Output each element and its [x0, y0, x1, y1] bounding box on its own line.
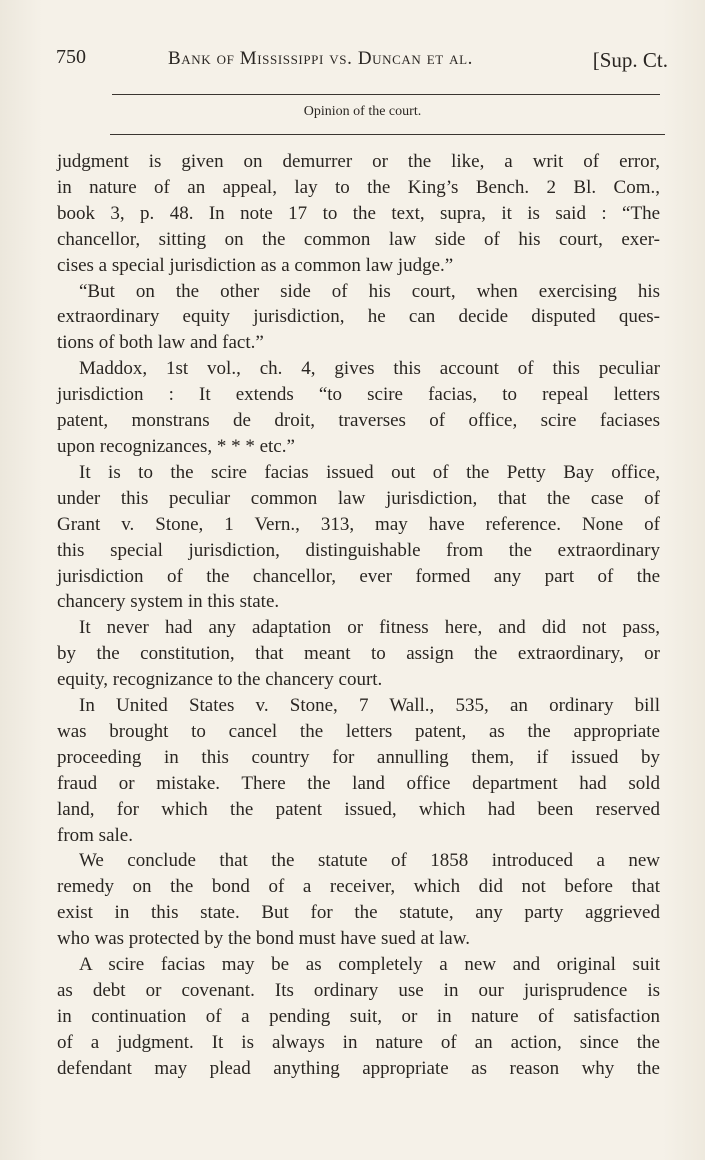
page-header — [56, 44, 668, 74]
court-reference: [Sup. Ct. — [592, 48, 668, 72]
text-line: chancellor, sitting on the common law side of his court, exer- — [57, 228, 660, 250]
text-line: upon recognizances, * * * etc.” — [57, 435, 295, 457]
text-line: tions of both law and fact.” — [57, 332, 264, 354]
text-line: We conclude that the statute of 1858 introduced a new — [79, 850, 660, 872]
text-line: was brought to cancel the letters patent, as the appropriate — [57, 720, 660, 742]
text-line: as debt or covenant. Its ordinary use in our jurisprudence is — [57, 980, 660, 1001]
header-rule-bottom — [110, 134, 665, 135]
text-line: proceeding in this country for annulling them, if issued by — [57, 746, 660, 768]
text-line: cises a special jurisdiction as a common law judge.” — [57, 254, 454, 276]
text-line: book 3, p. 48. In note 17 to the text, supra, it is said : “The — [57, 202, 660, 224]
text-line: It never had any adaptation or fitness here, and did not pass, — [79, 617, 660, 639]
text-line: exist in this state. But for the statute, any party aggrieved — [57, 902, 660, 924]
text-line: remedy on the bond of a receiver, which did not before that — [57, 876, 660, 898]
text-line: equity, recognizance to the chancery court. — [57, 669, 383, 691]
text-line: of a judgment. It is always in nature of an action, since the — [57, 1031, 660, 1053]
text-line: jurisdiction of the chancellor, ever formed any part of the — [57, 565, 660, 587]
text-line: Grant v. Stone, 1 Vern., 313, may have reference. None of — [57, 513, 660, 535]
text-line: land, for which the patent issued, which had been reserved — [57, 798, 660, 820]
text-line: under this peculiar common law jurisdiction, that the case of — [57, 487, 660, 509]
text-line: Maddox, 1st vol., ch. 4, gives this account of this peculiar — [79, 358, 660, 380]
text-line: jurisdiction : It extends “to scire facias, to repeal letters — [57, 384, 660, 406]
text-line: judgment is given on demurrer or the like, a writ of error, — [57, 151, 660, 172]
text-line: It is to the scire facias issued out of the Petty Bay office, — [79, 461, 660, 483]
running-head: Bank of Mississippi vs. Duncan et al. — [168, 48, 474, 69]
header-rule-top — [112, 94, 660, 95]
text-line: chancery system in this state. — [57, 591, 280, 613]
text-line: from sale. — [57, 824, 133, 846]
opinion-body-text — [57, 149, 660, 1082]
section-label: Opinion of the court. — [303, 104, 422, 119]
text-line: this special jurisdiction, distinguishable from the extraordinary — [57, 539, 660, 561]
text-line: by the constitution, that meant to assign the extraordinary, or — [57, 643, 660, 665]
text-line: fraud or mistake. There the land office department had sold — [57, 772, 660, 794]
text-line: who was protected by the bond must have sued at law. — [57, 928, 470, 950]
text-line: In United States v. Stone, 7 Wall., 535, an ordinary bill — [79, 695, 660, 717]
text-line: A scire facias may be as completely a new and original suit — [79, 954, 660, 976]
text-line: extraordinary equity jurisdiction, he can decide disputed ques- — [57, 306, 660, 328]
text-line: patent, monstrans de droit, traverses of office, scire faciases — [57, 410, 660, 432]
text-line: in nature of an appeal, lay to the King’s Bench. 2 Bl. Com., — [57, 176, 660, 198]
text-line: defendant may plead anything appropriate as reason why the — [57, 1057, 660, 1079]
page-number: 750 — [56, 46, 86, 68]
text-line: “But on the other side of his court, when exercising his — [79, 280, 660, 302]
text-line: in continuation of a pending suit, or in nature of satisfaction — [57, 1005, 660, 1027]
